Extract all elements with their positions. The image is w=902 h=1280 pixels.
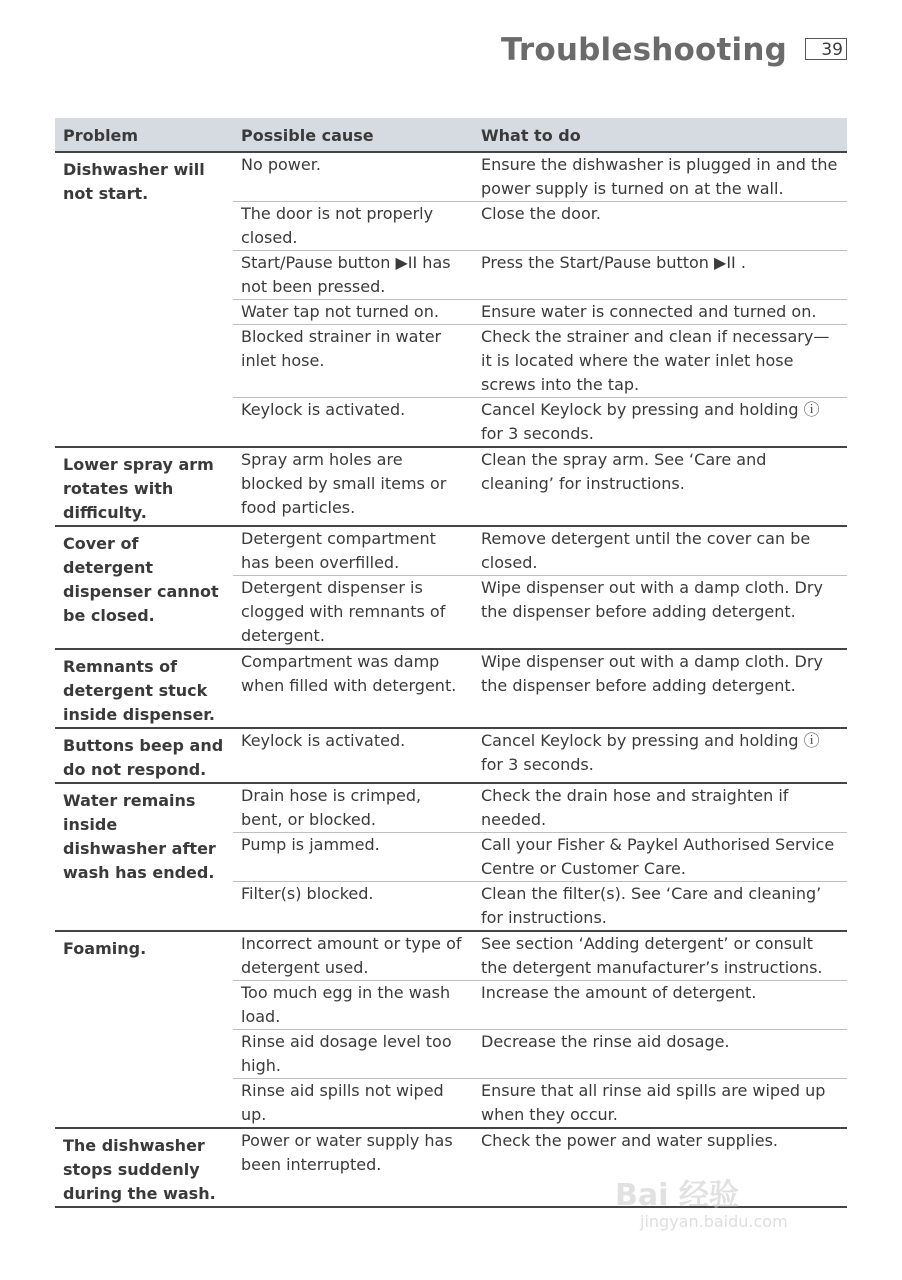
- page-title: Troubleshooting: [500, 32, 787, 68]
- cause-cell: No power.: [241, 155, 321, 174]
- action-cell: Wipe dispenser out with a damp cloth. Dry the dispenser before adding detergent.: [473, 576, 847, 650]
- action-cell: Press the Start/Pause button ▶II .: [473, 251, 847, 300]
- watermark-url: jingyan.baidu.com: [640, 1212, 788, 1231]
- action-cell: Ensure water is connected and turned on.: [473, 300, 847, 325]
- table-row: [55, 447, 847, 526]
- cause-cell: Incorrect amount or type of detergent used.: [233, 931, 473, 981]
- table-row: [55, 649, 847, 728]
- action-cell: Clean the filter(s). See ‘Care and cleaning’ for instructions.: [473, 882, 847, 932]
- action-cell: Cancel Keylock by pressing and holding ⓘ for 3 seconds.: [473, 728, 847, 783]
- cause-cell: Too much egg in the wash load.: [233, 981, 473, 1030]
- cause-cell: Blocked strainer in water inlet hose.: [233, 325, 473, 398]
- column-header-cause: Possible cause: [233, 118, 473, 152]
- problem-cell: The dishwasher stops suddenly during the wash.: [55, 1128, 233, 1207]
- table-row: [55, 728, 847, 783]
- cause-cell: Detergent dispenser is clogged with remnants of detergent.: [233, 576, 473, 650]
- page-number: 39: [805, 38, 847, 60]
- cause-cell: Spray arm holes are blocked by small items or food particles.: [233, 447, 473, 526]
- cause-cell: Detergent compartment has been overfilled.: [233, 526, 473, 576]
- cause-cell: Pump is jammed.: [233, 833, 473, 882]
- problem-cell: Lower spray arm rotates with difficulty.: [55, 447, 233, 526]
- action-cell: Close the door.: [473, 202, 847, 251]
- cause-cell: Filter(s) blocked.: [233, 882, 473, 932]
- action-cell: Increase the amount of detergent.: [473, 981, 847, 1030]
- column-header-action: What to do: [473, 118, 847, 152]
- action-cell: Check the drain hose and straighten if needed.: [473, 783, 847, 833]
- table-row: [55, 152, 847, 202]
- problem-cell: Remnants of detergent stuck inside dispenser.: [55, 649, 233, 728]
- problem-cell: Foaming.: [55, 931, 233, 1128]
- problem-cell: Dishwasher will not start.: [63, 160, 205, 203]
- cause-cell: Power or water supply has been interrupted.: [233, 1128, 473, 1207]
- action-cell: Cancel Keylock by pressing and holding ⓘ for 3 seconds.: [473, 398, 847, 448]
- column-header-problem: Problem: [55, 118, 233, 152]
- watermark-logo: Bai 经验: [615, 1178, 739, 1213]
- cause-cell: Keylock is activated.: [233, 728, 473, 783]
- action-cell: Check the strainer and clean if necessary—it is located where the water inlet hose screws into the tap.: [473, 325, 847, 398]
- cause-cell: The door is not properly closed.: [233, 202, 473, 251]
- action-cell: Remove detergent until the cover can be closed.: [473, 526, 847, 576]
- problem-cell: Buttons beep and do not respond.: [55, 728, 233, 783]
- cause-cell: Rinse aid dosage level too high.: [233, 1030, 473, 1079]
- action-cell: Ensure that all rinse aid spills are wiped up when they occur.: [473, 1079, 847, 1129]
- troubleshooting-table: [55, 118, 847, 1208]
- problem-cell: Water remains inside dishwasher after wash has ended.: [55, 783, 233, 931]
- action-cell: Clean the spray arm. See ‘Care and cleaning’ for instructions.: [473, 447, 847, 526]
- cause-cell: Rinse aid spills not wiped up.: [233, 1079, 473, 1129]
- cause-cell: Start/Pause button ▶II has not been pressed.: [233, 251, 473, 300]
- action-cell: Call your Fisher & Paykel Authorised Service Centre or Customer Care.: [473, 833, 847, 882]
- action-cell: Check the power and water supplies.: [473, 1128, 847, 1207]
- cause-cell: Water tap not turned on.: [233, 300, 473, 325]
- action-cell: See section ‘Adding detergent’ or consult the detergent manufacturer’s instructions.: [473, 931, 847, 981]
- table-row: [55, 526, 847, 576]
- action-cell: Ensure the dishwasher is plugged in and the power supply is turned on at the wall.: [481, 155, 838, 198]
- table-body: [55, 152, 847, 1207]
- cause-cell: Keylock is activated.: [233, 398, 473, 448]
- action-cell: Decrease the rinse aid dosage.: [473, 1030, 847, 1079]
- page-header: [501, 30, 847, 72]
- table-row: [55, 783, 847, 833]
- action-cell: Wipe dispenser out with a damp cloth. Dry the dispenser before adding detergent.: [473, 649, 847, 728]
- cause-cell: Drain hose is crimped, bent, or blocked.: [233, 783, 473, 833]
- table-row: [55, 931, 847, 981]
- cause-cell: Compartment was damp when filled with detergent.: [233, 649, 473, 728]
- table-header-row: [55, 118, 847, 152]
- problem-cell: Cover of detergent dispenser cannot be closed.: [55, 526, 233, 649]
